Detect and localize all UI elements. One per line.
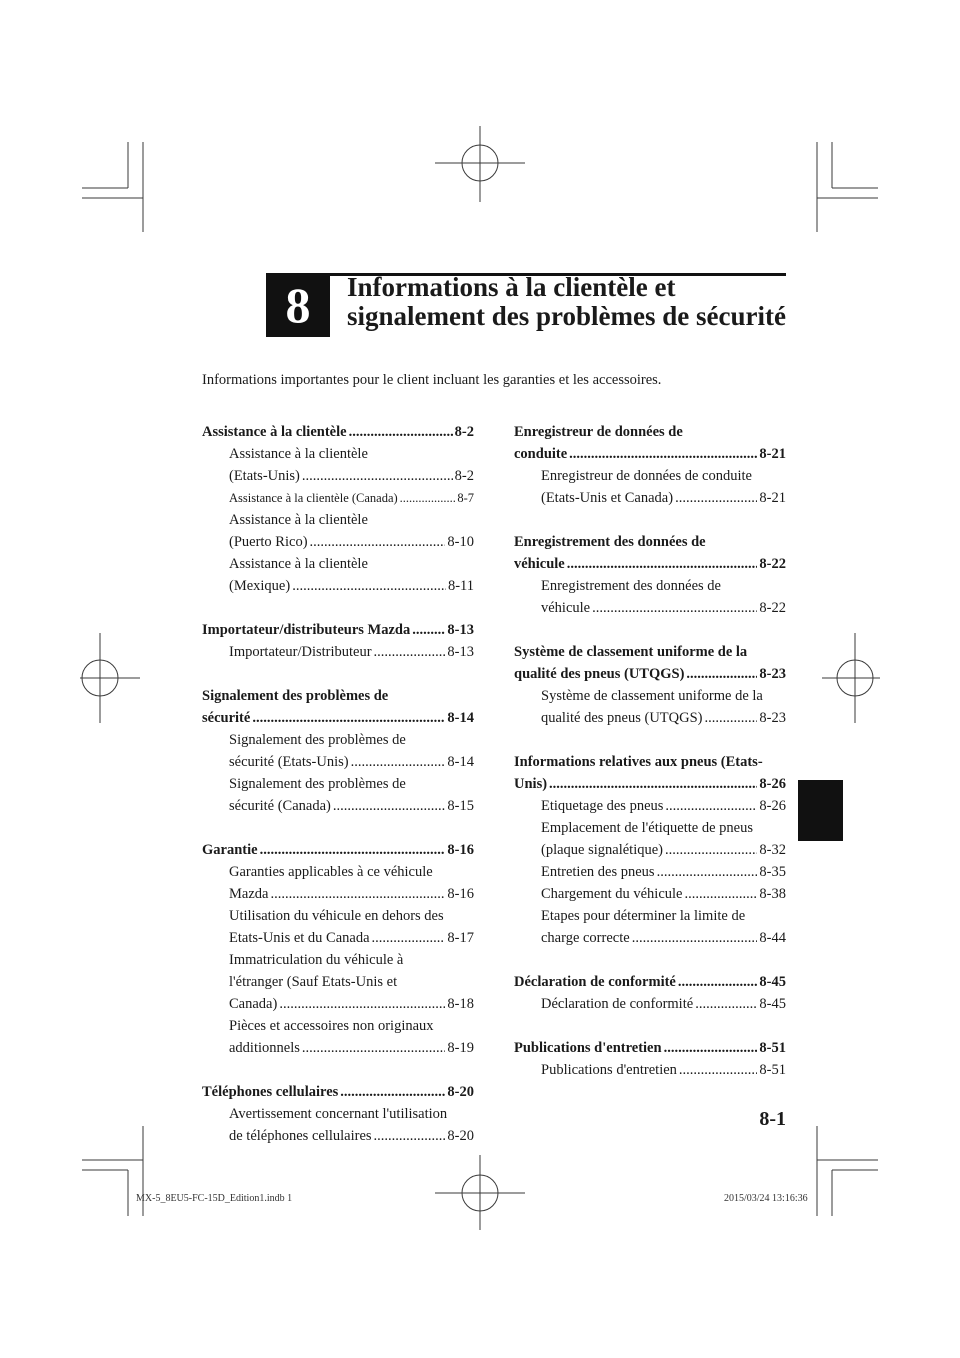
toc-entry-line: Emplacement de l'étiquette de pneus (541, 820, 753, 836)
toc-title-line: Déclaration de conformité (514, 974, 676, 990)
toc-section (514, 751, 786, 949)
toc-page-ref: 8-18 (447, 996, 474, 1012)
print-timestamp: 2015/03/24 13:16:36 (724, 1193, 808, 1204)
toc-page-ref: 8-15 (447, 798, 474, 814)
toc-section-title (202, 421, 474, 443)
dot-leader (569, 443, 757, 465)
toc-entry-line: Signalement des problèmes de (229, 776, 406, 792)
dot-leader (665, 795, 757, 817)
dot-leader (632, 927, 758, 949)
toc-title-row (202, 1081, 474, 1103)
toc-entry-line: sécurité (Etats-Unis) (229, 754, 349, 770)
toc-page-ref: 8-44 (759, 930, 786, 946)
toc-section-title (202, 839, 474, 861)
toc-title-line: Système de classement uniforme de la (514, 644, 748, 660)
dot-leader (400, 487, 456, 509)
toc-section (202, 685, 474, 817)
toc-entry (202, 553, 474, 597)
dot-leader (270, 883, 445, 905)
toc-entry-row (541, 795, 786, 817)
toc-entry (514, 465, 786, 509)
toc-entry-line: Etats-Unis et du Canada (229, 930, 370, 946)
toc-entry-row (229, 1125, 474, 1147)
toc-page-ref: 8-32 (759, 842, 786, 858)
dot-leader (592, 597, 757, 619)
dot-leader (695, 993, 757, 1015)
toc-entry-line: Enregistreur de données de conduite (541, 468, 752, 484)
toc-entry (202, 773, 474, 817)
dot-leader (412, 619, 445, 641)
toc-section-title (514, 751, 786, 795)
toc-title-line: Téléphones cellulaires (202, 1084, 339, 1100)
toc-section-title (514, 421, 786, 465)
toc-page-ref: 8-17 (447, 930, 474, 946)
toc-entry (202, 443, 474, 487)
toc-entry-line: Garanties applicables à ce véhicule (229, 864, 433, 880)
toc-title-row (202, 421, 474, 443)
toc-title-line: conduite (514, 446, 568, 462)
toc-entry-line: Publications d'entretien (541, 1062, 677, 1078)
print-file-name: MX-5_8EU5-FC-15D_Edition1.indb 1 (136, 1193, 293, 1204)
toc-entry-line: (Etats-Unis et Canada) (541, 490, 674, 506)
toc-entry-line: Etapes pour déterminer la limite de (541, 908, 746, 924)
toc-title-row (202, 707, 474, 729)
toc-title-line: Enregistrement des données de (514, 534, 706, 550)
toc-entry-row (229, 795, 474, 817)
toc-title-line: Publications d'entretien (514, 1040, 662, 1056)
toc-page-ref: 8-16 (447, 842, 474, 858)
toc-page-ref: 8-51 (759, 1062, 786, 1078)
dot-leader (686, 663, 757, 685)
toc-entry-line: Signalement des problèmes de (229, 732, 406, 748)
chapter-side-tab (798, 780, 843, 841)
toc-entry-line: Mazda (229, 886, 269, 902)
toc-entry-line: (plaque signalétique) (541, 842, 663, 858)
toc-entry (514, 575, 786, 619)
toc-section (514, 641, 786, 729)
toc-page-ref: 8-10 (447, 534, 474, 550)
dot-leader (665, 839, 757, 861)
toc-entry-row (229, 575, 474, 597)
toc-entry-line: Pièces et accessoires non originaux (229, 1018, 434, 1034)
toc-entry-line: Système de classement uniforme de la (541, 688, 763, 704)
toc-title-line: Importateur/distributeurs Mazda (202, 622, 411, 638)
dot-leader (333, 795, 446, 817)
toc-entry (202, 1103, 474, 1147)
toc-entry-row (229, 641, 474, 663)
dot-leader (679, 1059, 758, 1081)
toc-entry-line: Immatriculation du véhicule à (229, 952, 404, 968)
toc-page-ref: 8-11 (447, 578, 474, 594)
toc-entry-line: Canada) (229, 996, 278, 1012)
toc-entry (514, 861, 786, 883)
toc-title-row (514, 553, 786, 575)
dot-leader (657, 861, 758, 883)
toc-page-ref: 8-45 (759, 996, 786, 1012)
toc-title-line: Signalement des problèmes de (202, 688, 389, 704)
toc-section (514, 531, 786, 619)
chapter-intro: Informations importantes pour le client incluant les garanties et les accessoires. (202, 372, 662, 388)
toc-section (514, 421, 786, 509)
dot-leader (664, 1037, 758, 1059)
toc-page-ref: 8-45 (759, 974, 786, 990)
dot-leader (678, 971, 758, 993)
toc-title-row (202, 619, 474, 641)
toc-page-ref: 8-14 (447, 754, 474, 770)
toc-section-title (202, 685, 474, 729)
dot-leader (549, 773, 757, 795)
chapter-title (347, 273, 797, 331)
toc-title-line: Assistance à la clientèle (202, 424, 347, 440)
page-number: 8-1 (759, 1108, 786, 1130)
toc-page-ref: 8-7 (457, 491, 474, 505)
toc-page-ref: 8-20 (447, 1084, 474, 1100)
toc-entry-line: Etiquetage des pneus (541, 798, 664, 814)
toc-entry-row (229, 993, 474, 1015)
toc-entry-row (229, 465, 474, 487)
toc-section (202, 839, 474, 1059)
toc-section-title (514, 971, 786, 993)
toc-entry (514, 905, 786, 949)
dot-leader (302, 1037, 446, 1059)
toc-entry (202, 509, 474, 553)
toc-entry-row (229, 487, 474, 509)
toc-entry-row (229, 1037, 474, 1059)
toc-page-ref: 8-2 (454, 424, 474, 440)
toc-entry-line: Importateur/Distributeur (229, 644, 372, 660)
toc-entry (514, 685, 786, 729)
toc-page-ref: 8-13 (447, 622, 474, 638)
dot-leader (372, 927, 446, 949)
toc-column-right (514, 421, 786, 1103)
toc-entry (202, 861, 474, 905)
dot-leader (302, 465, 453, 487)
toc-entry (202, 1015, 474, 1059)
toc-entry-line: (Mexique) (229, 578, 291, 594)
toc-section (202, 421, 474, 597)
dot-leader (704, 707, 757, 729)
toc-column-left (202, 421, 474, 1169)
toc-page-ref: 8-14 (447, 710, 474, 726)
toc-title-line: Informations relatives aux pneus (Etats- (514, 754, 763, 770)
toc-entry-row (229, 927, 474, 949)
toc-entry (514, 883, 786, 905)
toc-section-title (514, 531, 786, 575)
toc-page-ref: 8-20 (447, 1128, 474, 1144)
toc-entry-line: charge correcte (541, 930, 630, 946)
dot-leader (374, 1125, 446, 1147)
toc-title-row (514, 971, 786, 993)
toc-page-ref: 8-2 (454, 468, 474, 484)
toc-page-ref: 8-35 (759, 864, 786, 880)
toc-page-ref: 8-22 (759, 556, 786, 572)
toc-entry (514, 817, 786, 861)
toc-entry-row (229, 751, 474, 773)
toc-entry-line: (Puerto Rico) (229, 534, 308, 550)
toc-entry-row (541, 883, 786, 905)
dot-leader (340, 1081, 445, 1103)
toc-entry (514, 795, 786, 817)
toc-title-line: sécurité (202, 710, 251, 726)
toc-section-title (514, 1037, 786, 1059)
toc-entry-row (541, 839, 786, 861)
toc-entry-line: Avertissement concernant l'utilisation (229, 1106, 448, 1122)
dot-leader (260, 839, 446, 861)
toc-page-ref: 8-38 (759, 886, 786, 902)
toc-entry-row (541, 487, 786, 509)
toc-page-ref: 8-23 (759, 710, 786, 726)
toc-entry (514, 993, 786, 1015)
toc-entry-line: Déclaration de conformité (541, 996, 694, 1012)
toc-page-ref: 8-23 (759, 666, 786, 682)
toc-title-row (514, 1037, 786, 1059)
toc-entry-line: Utilisation du véhicule en dehors des (229, 908, 444, 924)
toc-page-ref: 8-51 (759, 1040, 786, 1056)
chapter-title-line: signalement des problèmes de sécurité (347, 301, 786, 331)
toc-title-line: Enregistreur de données de (514, 424, 683, 440)
toc-entry-line: de téléphones cellulaires (229, 1128, 372, 1144)
toc-entry (514, 1059, 786, 1081)
dot-leader (252, 707, 445, 729)
toc-entry-line: additionnels (229, 1040, 300, 1056)
dot-leader (279, 993, 445, 1015)
toc-entry-row (541, 1059, 786, 1081)
toc-entry-row (229, 531, 474, 553)
dot-leader (310, 531, 446, 553)
toc-entry-line: Chargement du véhicule (541, 886, 683, 902)
toc-entry-line: Assistance à la clientèle (229, 512, 368, 528)
toc-title-row (514, 663, 786, 685)
toc-entry-line: Assistance à la clientèle (229, 556, 368, 572)
toc-page-ref: 8-21 (759, 490, 786, 506)
toc-section-title (202, 1081, 474, 1103)
toc-entry-line: (Etats-Unis) (229, 468, 300, 484)
toc-title-line: Garantie (202, 842, 258, 858)
toc-entry (202, 905, 474, 949)
toc-page-ref: 8-21 (759, 446, 786, 462)
toc-title-row (202, 839, 474, 861)
toc-entry-line: Enregistrement des données de (541, 578, 721, 594)
toc-title-line: Unis) (514, 776, 548, 792)
toc-entry (202, 729, 474, 773)
toc-entry-line: l'étranger (Sauf Etats-Unis et (229, 974, 398, 990)
toc-entry-row (541, 597, 786, 619)
toc-page-ref: 8-22 (759, 600, 786, 616)
toc-section-title (202, 619, 474, 641)
dot-leader (567, 553, 758, 575)
toc-section (514, 1037, 786, 1081)
toc-title-line: qualité des pneus (UTQGS) (514, 666, 685, 682)
toc-entry-row (541, 993, 786, 1015)
toc-entry-row (541, 707, 786, 729)
dot-leader (675, 487, 757, 509)
toc-section (514, 971, 786, 1015)
toc-entry (202, 949, 474, 1015)
toc-entry-row (541, 927, 786, 949)
chapter-title-line: Informations à la clientèle et (347, 272, 676, 302)
dot-leader (349, 421, 453, 443)
toc-entry (202, 487, 474, 509)
toc-page-ref: 8-19 (447, 1040, 474, 1056)
toc-entry (202, 641, 474, 663)
toc-entry-line: sécurité (Canada) (229, 798, 331, 814)
toc-page-ref: 8-26 (759, 776, 786, 792)
toc-entry-line: véhicule (541, 600, 591, 616)
toc-entry-line: qualité des pneus (UTQGS) (541, 710, 703, 726)
toc-section (202, 1081, 474, 1147)
dot-leader (684, 883, 757, 905)
dot-leader (351, 751, 446, 773)
toc-title-line: véhicule (514, 556, 565, 572)
toc-entry-line: Assistance à la clientèle (229, 446, 368, 462)
toc-section-title (514, 641, 786, 685)
toc-entry-row (229, 883, 474, 905)
dot-leader (292, 575, 446, 597)
chapter-number-box: 8 (266, 273, 330, 337)
toc-page-ref: 8-13 (447, 644, 474, 660)
dot-leader (374, 641, 446, 663)
toc-entry-row (541, 861, 786, 883)
toc-title-row (514, 443, 786, 465)
toc-title-row (514, 773, 786, 795)
toc-entry-line: Entretien des pneus (541, 864, 655, 880)
toc-section (202, 619, 474, 663)
toc-entry-line: Assistance à la clientèle (Canada) (229, 491, 398, 505)
toc-page-ref: 8-26 (759, 798, 786, 814)
toc-page-ref: 8-16 (447, 886, 474, 902)
